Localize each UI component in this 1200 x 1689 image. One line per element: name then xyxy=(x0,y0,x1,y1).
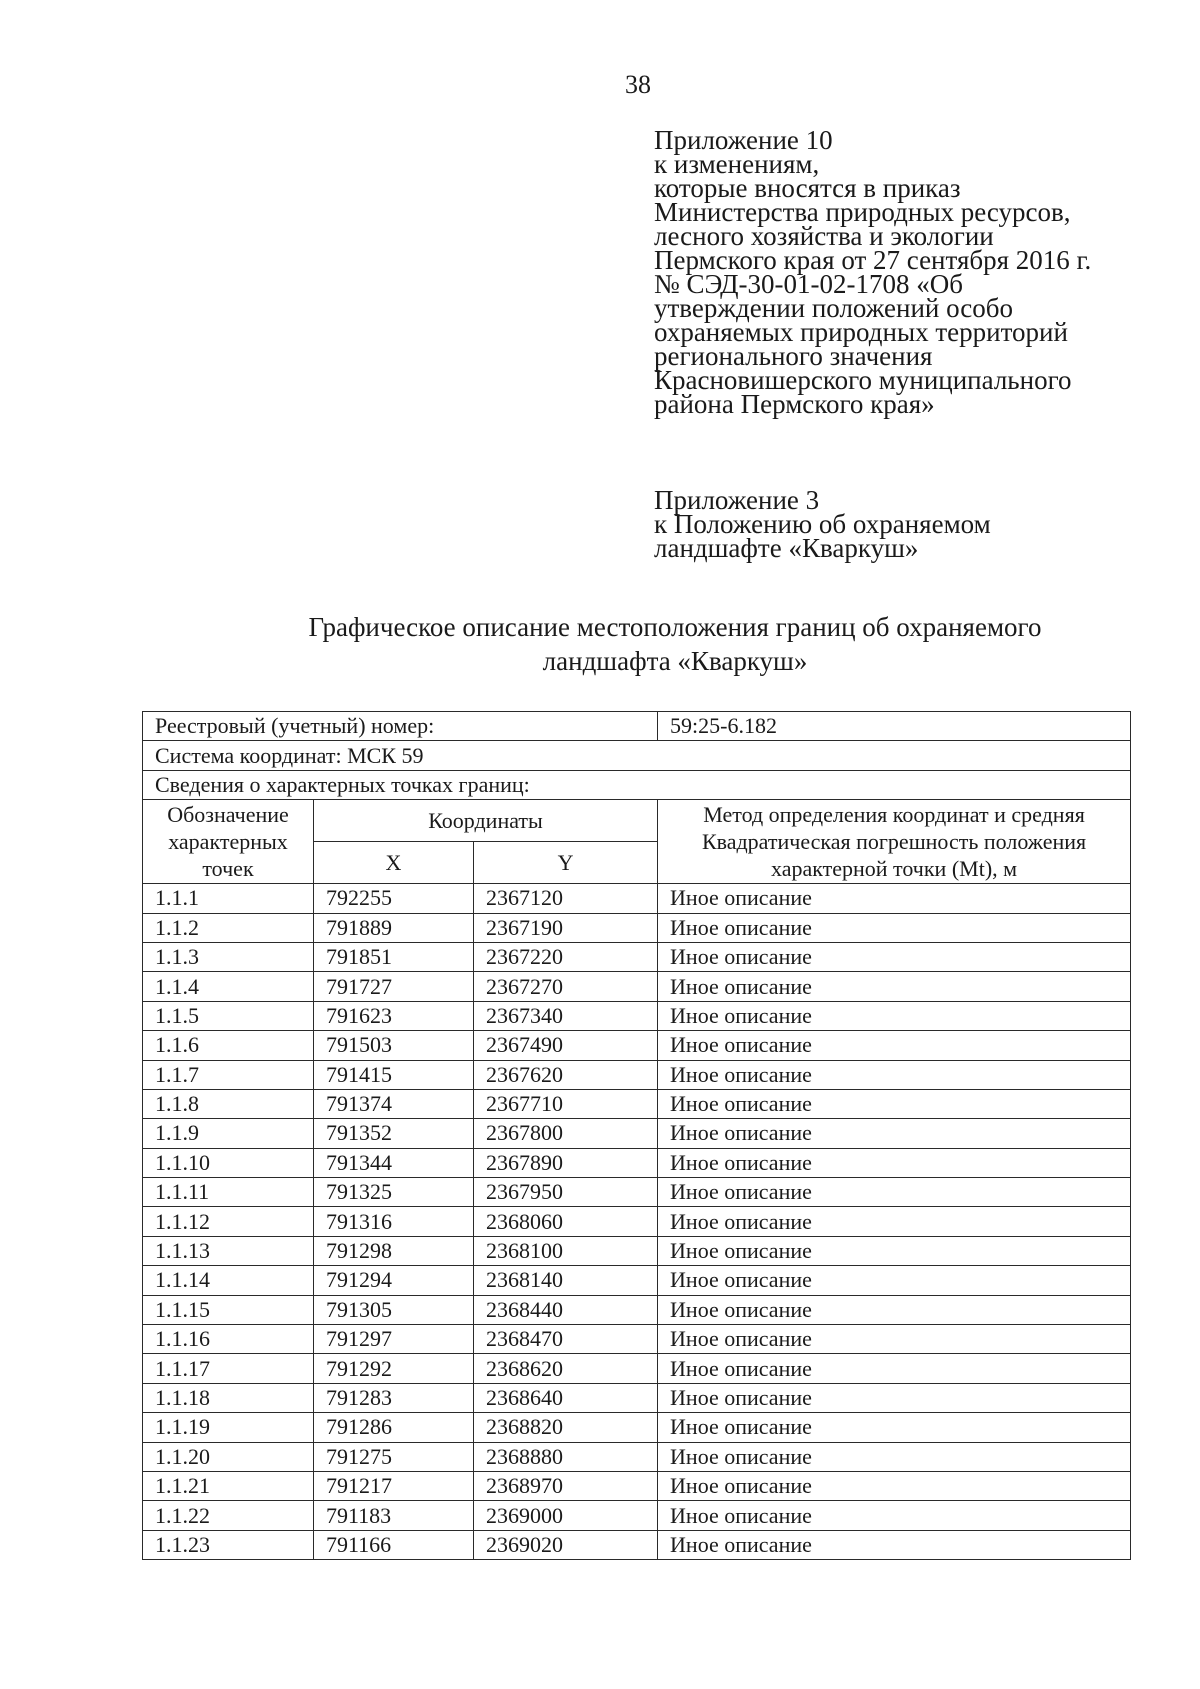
point-id-cell: 1.1.18 xyxy=(143,1383,314,1412)
x-coordinate-cell: 791183 xyxy=(314,1501,474,1530)
x-coordinate-cell: 791374 xyxy=(314,1089,474,1118)
appendix-10-header xyxy=(654,125,1174,419)
point-id-cell: 1.1.20 xyxy=(143,1442,314,1471)
table-row xyxy=(143,1148,1131,1177)
point-id-cell: 1.1.10 xyxy=(143,1148,314,1177)
appendix-10-line: Пермского края от 27 сентября 2016 г. xyxy=(654,245,1092,275)
point-id-cell: 1.1.14 xyxy=(143,1266,314,1295)
coord-system: Система координат: МСК 59 xyxy=(143,741,1131,770)
table-row xyxy=(143,972,1131,1001)
appendix-10-line: № СЭД-30-01-02-1708 «Об xyxy=(654,269,963,299)
point-id-cell: 1.1.1 xyxy=(143,884,314,913)
point-id-cell: 1.1.4 xyxy=(143,972,314,1001)
table-row xyxy=(143,1236,1131,1265)
y-coordinate-cell: 2368970 xyxy=(474,1471,658,1500)
method-cell: Иное описание xyxy=(658,913,1131,942)
point-id-cell: 1.1.13 xyxy=(143,1236,314,1265)
x-coordinate-cell: 791298 xyxy=(314,1236,474,1265)
table-row xyxy=(143,1530,1131,1559)
point-id-cell: 1.1.5 xyxy=(143,1001,314,1030)
x-coordinate-cell: 792255 xyxy=(314,884,474,913)
appendix-10-line: охраняемых природных территорий xyxy=(654,317,1068,347)
appendix-3-header xyxy=(654,485,1174,563)
appendix-10-line: регионального значения xyxy=(654,341,933,371)
table-row xyxy=(143,884,1131,913)
table-row xyxy=(143,942,1131,971)
point-id-cell: 1.1.7 xyxy=(143,1060,314,1089)
method-cell: Иное описание xyxy=(658,1148,1131,1177)
method-cell: Иное описание xyxy=(658,1383,1131,1412)
x-coordinate-cell: 791297 xyxy=(314,1325,474,1354)
table-row xyxy=(143,1266,1131,1295)
point-id-cell: 1.1.23 xyxy=(143,1530,314,1559)
method-cell: Иное описание xyxy=(658,884,1131,913)
x-coordinate-cell: 791415 xyxy=(314,1060,474,1089)
y-coordinate-cell: 2367620 xyxy=(474,1060,658,1089)
y-coordinate-cell: 2368440 xyxy=(474,1295,658,1324)
y-coordinate-cell: 2368620 xyxy=(474,1354,658,1383)
header-row-1 xyxy=(143,800,1131,842)
table-row xyxy=(143,1413,1131,1442)
method-cell: Иное описание xyxy=(658,1001,1131,1030)
point-id-cell: 1.1.19 xyxy=(143,1413,314,1442)
points-info: Сведения о характерных точках границ: xyxy=(143,770,1131,799)
y-coordinate-cell: 2368060 xyxy=(474,1207,658,1236)
coord-system-row xyxy=(143,741,1131,770)
x-coordinate-cell: 791889 xyxy=(314,913,474,942)
appendix-10-line: района Пермского края» xyxy=(654,389,935,419)
registry-value: 59:25-6.182 xyxy=(658,712,1131,741)
y-coordinate-cell: 2367800 xyxy=(474,1119,658,1148)
x-coordinate-cell: 791292 xyxy=(314,1354,474,1383)
method-cell: Иное описание xyxy=(658,942,1131,971)
registry-label: Реестровый (учетный) номер: xyxy=(143,712,658,741)
appendix-10-line: к изменениям, xyxy=(654,149,820,179)
y-coordinate-cell: 2367270 xyxy=(474,972,658,1001)
table-row xyxy=(143,1089,1131,1118)
x-coordinate-cell: 791851 xyxy=(314,942,474,971)
table-row xyxy=(143,1442,1131,1471)
appendix-10-line: утверждении положений особо xyxy=(654,293,1014,323)
y-coordinate-cell: 2368820 xyxy=(474,1413,658,1442)
method-cell: Иное описание xyxy=(658,1295,1131,1324)
method-cell: Иное описание xyxy=(658,1178,1131,1207)
y-coordinate-cell: 2369000 xyxy=(474,1501,658,1530)
y-coordinate-cell: 2368880 xyxy=(474,1442,658,1471)
x-coordinate-cell: 791217 xyxy=(314,1471,474,1500)
method-cell: Иное описание xyxy=(658,1354,1131,1383)
method-cell: Иное описание xyxy=(658,1325,1131,1354)
y-coordinate-cell: 2367340 xyxy=(474,1001,658,1030)
x-coordinate-cell: 791286 xyxy=(314,1413,474,1442)
table-row xyxy=(143,1119,1131,1148)
point-id-cell: 1.1.3 xyxy=(143,942,314,971)
x-coordinate-cell: 791283 xyxy=(314,1383,474,1412)
x-coordinate-cell: 791503 xyxy=(314,1031,474,1060)
x-coordinate-cell: 791294 xyxy=(314,1266,474,1295)
appendix-10-line: лесного хозяйства и экологии xyxy=(654,221,994,251)
x-coordinate-cell: 791325 xyxy=(314,1178,474,1207)
header-method: Метод определения координат и средняя Квадратическая погрешность положения характерной точки (Mt), м xyxy=(658,800,1131,884)
y-coordinate-cell: 2367190 xyxy=(474,913,658,942)
method-cell: Иное описание xyxy=(658,1031,1131,1060)
method-cell: Иное описание xyxy=(658,1413,1131,1442)
point-id-cell: 1.1.12 xyxy=(143,1207,314,1236)
appendix-3-line: к Положению об охраняемом xyxy=(654,509,991,539)
appendix-10-line: которые вносятся в приказ xyxy=(654,173,961,203)
method-cell: Иное описание xyxy=(658,1207,1131,1236)
point-id-cell: 1.1.21 xyxy=(143,1471,314,1500)
x-coordinate-cell: 791305 xyxy=(314,1295,474,1324)
y-coordinate-cell: 2367890 xyxy=(474,1148,658,1177)
table-row xyxy=(143,1178,1131,1207)
x-coordinate-cell: 791275 xyxy=(314,1442,474,1471)
point-id-cell: 1.1.16 xyxy=(143,1325,314,1354)
method-cell: Иное описание xyxy=(658,1119,1131,1148)
table-row xyxy=(143,1001,1131,1030)
method-cell: Иное описание xyxy=(658,1236,1131,1265)
appendix-10-line: Министерства природных ресурсов, xyxy=(654,197,1071,227)
registry-row xyxy=(143,712,1131,741)
method-cell: Иное описание xyxy=(658,972,1131,1001)
y-coordinate-cell: 2368640 xyxy=(474,1383,658,1412)
point-id-cell: 1.1.6 xyxy=(143,1031,314,1060)
y-coordinate-cell: 2368470 xyxy=(474,1325,658,1354)
appendix-10-line: Красновишерского муниципального xyxy=(654,365,1072,395)
point-id-cell: 1.1.9 xyxy=(143,1119,314,1148)
table-row xyxy=(143,913,1131,942)
y-coordinate-cell: 2369020 xyxy=(474,1530,658,1559)
x-coordinate-cell: 791623 xyxy=(314,1001,474,1030)
header-designation: Обозначение характерных точек xyxy=(143,800,314,884)
table-row xyxy=(143,1354,1131,1383)
x-coordinate-cell: 791316 xyxy=(314,1207,474,1236)
page-number: 38 xyxy=(625,70,651,99)
point-id-cell: 1.1.15 xyxy=(143,1295,314,1324)
method-cell: Иное описание xyxy=(658,1501,1131,1530)
appendix-3-line: ландшафте «Кваркуш» xyxy=(654,533,919,563)
appendix-3-line: Приложение 3 xyxy=(654,485,820,515)
header-coordinates: Координаты xyxy=(314,800,658,842)
boundary-points-table xyxy=(142,711,1131,1560)
point-id-cell: 1.1.22 xyxy=(143,1501,314,1530)
x-coordinate-cell: 791166 xyxy=(314,1530,474,1559)
table-row xyxy=(143,1060,1131,1089)
appendix-10-line: Приложение 10 xyxy=(654,125,833,155)
header-x: X xyxy=(314,842,474,884)
y-coordinate-cell: 2367220 xyxy=(474,942,658,971)
table-row xyxy=(143,1295,1131,1324)
x-coordinate-cell: 791344 xyxy=(314,1148,474,1177)
points-info-row xyxy=(143,770,1131,799)
method-cell: Иное описание xyxy=(658,1530,1131,1559)
point-id-cell: 1.1.2 xyxy=(143,913,314,942)
title-line: ландшафта «Кваркуш» xyxy=(542,646,808,676)
title-line: Графическое описание местоположения границ об охраняемого xyxy=(308,612,1042,642)
method-cell: Иное описание xyxy=(658,1266,1131,1295)
y-coordinate-cell: 2367120 xyxy=(474,884,658,913)
table-row xyxy=(143,1031,1131,1060)
x-coordinate-cell: 791352 xyxy=(314,1119,474,1148)
y-coordinate-cell: 2367950 xyxy=(474,1178,658,1207)
y-coordinate-cell: 2368100 xyxy=(474,1236,658,1265)
x-coordinate-cell: 791727 xyxy=(314,972,474,1001)
method-cell: Иное описание xyxy=(658,1442,1131,1471)
method-cell: Иное описание xyxy=(658,1471,1131,1500)
header-y: Y xyxy=(474,842,658,884)
y-coordinate-cell: 2367490 xyxy=(474,1031,658,1060)
method-cell: Иное описание xyxy=(658,1089,1131,1118)
y-coordinate-cell: 2368140 xyxy=(474,1266,658,1295)
point-id-cell: 1.1.17 xyxy=(143,1354,314,1383)
document-title xyxy=(190,610,1160,678)
point-id-cell: 1.1.11 xyxy=(143,1178,314,1207)
table-row xyxy=(143,1325,1131,1354)
point-id-cell: 1.1.8 xyxy=(143,1089,314,1118)
table-row xyxy=(143,1207,1131,1236)
table-row xyxy=(143,1383,1131,1412)
table-row xyxy=(143,1471,1131,1500)
method-cell: Иное описание xyxy=(658,1060,1131,1089)
table-row xyxy=(143,1501,1131,1530)
y-coordinate-cell: 2367710 xyxy=(474,1089,658,1118)
